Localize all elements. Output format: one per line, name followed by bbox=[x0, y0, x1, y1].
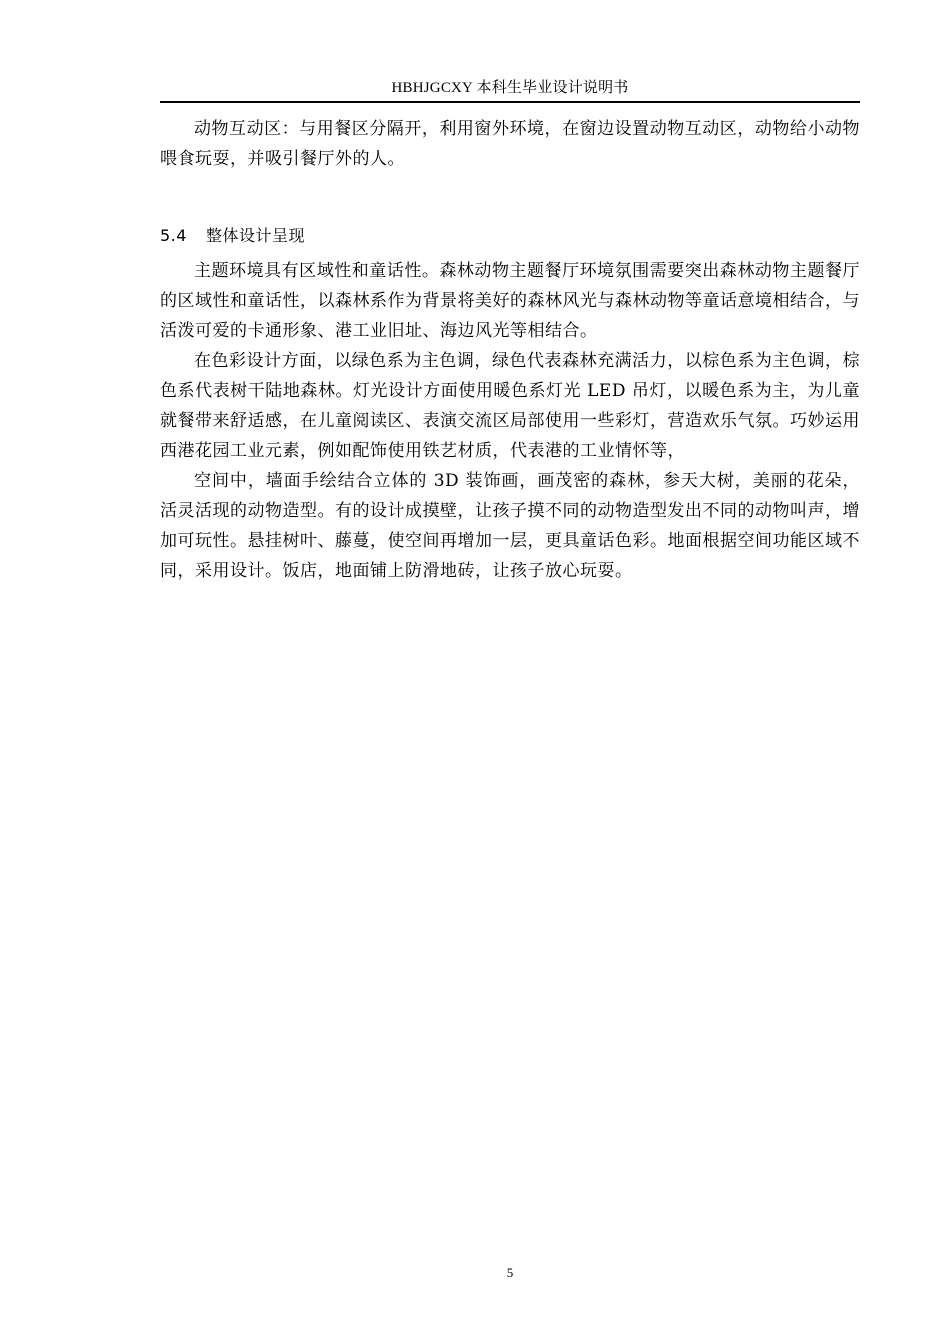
paragraph-space-design: 空间中，墙面手绘结合立体的 3D 装饰画，画茂密的森林，参天大树，美丽的花朵，活灵活现的动物造型。有的设计成摸壁，让孩子摸不同的动物造型发出不同的动物叫声，增加可玩性。悬挂树叶、藤蔓，使空间再增加一层，更具童话色彩。地面根据空间功能区域不同，采用设计。饭店，地面铺上防滑地砖，让孩子放心玩耍。 bbox=[160, 471, 860, 581]
section-heading bbox=[160, 221, 860, 251]
page-content bbox=[160, 114, 860, 586]
page-header: HBHJGCXY 本科生毕业设计说明书 bbox=[391, 80, 629, 96]
paragraph-animal-interaction: 动物互动区：与用餐区分隔开，利用窗外环境，在窗边设置动物互动区，动物给小动物喂食玩耍，并吸引餐厅外的人。 bbox=[160, 119, 860, 169]
section-title: 整体设计呈现 bbox=[206, 226, 306, 245]
header-divider bbox=[160, 101, 860, 103]
paragraph-theme-environment: 主题环境具有区域性和童话性。森林动物主题餐厅环境氛围需要突出森林动物主题餐厅的区域性和童话性，以森林系作为背景将美好的森林风光与森林动物等童话意境相结合，与活泼可爱的卡通形象、港工业旧址、海边风光等相结合。 bbox=[160, 261, 860, 341]
page-number: 5 bbox=[506, 1265, 514, 1280]
section-number: 5.4 bbox=[160, 226, 187, 245]
paragraph-color-design: 在色彩设计方面，以绿色系为主色调，绿色代表森林充满活力，以棕色系为主色调，棕色系代表树干陆地森林。灯光设计方面使用暖色系灯光 LED 吊灯，以暖色系为主，为儿童就餐带来舒适感，在儿童阅读区、表演交流区局部使用一些彩灯，营造欢乐气氛。巧妙运用西港花园工业元素，例如配饰使用铁艺材质，代表港的工业情怀等， bbox=[160, 351, 860, 461]
